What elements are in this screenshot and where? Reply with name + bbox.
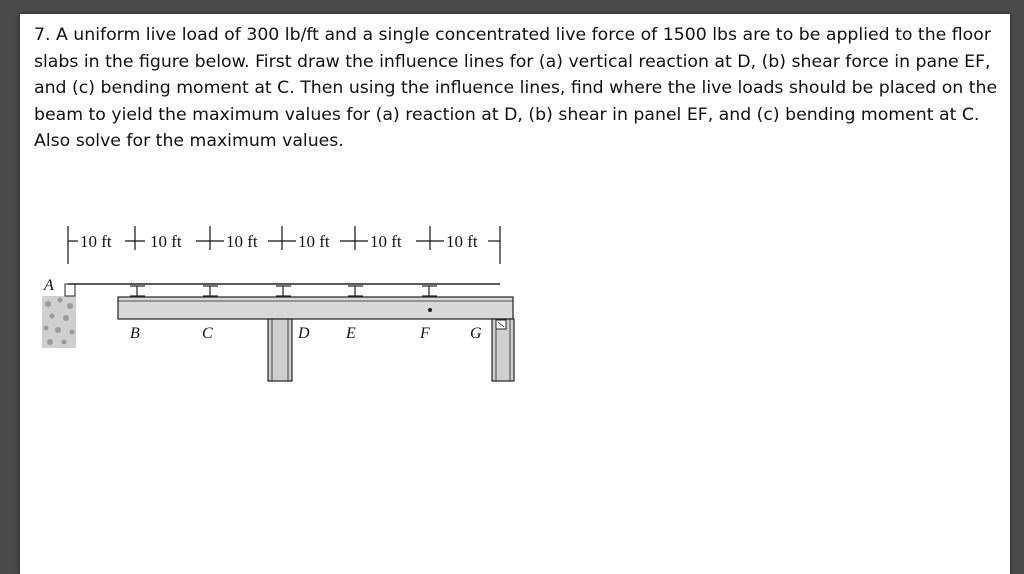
point-label-b: B bbox=[130, 325, 140, 342]
structure-figure bbox=[20, 14, 1010, 394]
point-label-a: A bbox=[44, 277, 54, 294]
hinge-icon bbox=[428, 308, 432, 312]
dim-label-2: 10 ft bbox=[150, 232, 182, 251]
column-g bbox=[492, 319, 514, 381]
point-label-e: E bbox=[346, 325, 356, 342]
main-girder bbox=[118, 297, 513, 319]
point-label-d: D bbox=[298, 325, 310, 342]
point-label-g: G bbox=[470, 325, 482, 342]
dim-label-4: 10 ft bbox=[298, 232, 330, 251]
floor-beam-posts bbox=[130, 286, 437, 296]
dim-label-6: 10 ft bbox=[446, 232, 478, 251]
dim-label-3: 10 ft bbox=[226, 232, 258, 251]
column-d bbox=[268, 319, 292, 381]
dim-label-1: 10 ft bbox=[80, 232, 112, 251]
dimension-lines bbox=[68, 226, 500, 264]
problem-statement: 7. A uniform live load of 300 lb/ft and a single concentrated live force of 1500 lbs are to be applied to the floor slabs in the figure below. First draw the influence lines for (a) vertical reaction at D, (b) shear force in pane EF, and (c) bending moment at C. Then using the influence lines, find where the live loads should be placed on the beam to yield the maximum values for (a) reaction at D, (b) shear in panel EF, and (c) bending moment at C. Also solve for the maximum values. bbox=[34, 25, 998, 151]
point-label-f: F bbox=[420, 325, 430, 342]
document-page bbox=[20, 14, 1010, 574]
dim-label-5: 10 ft bbox=[370, 232, 402, 251]
point-label-c: C bbox=[202, 325, 213, 342]
